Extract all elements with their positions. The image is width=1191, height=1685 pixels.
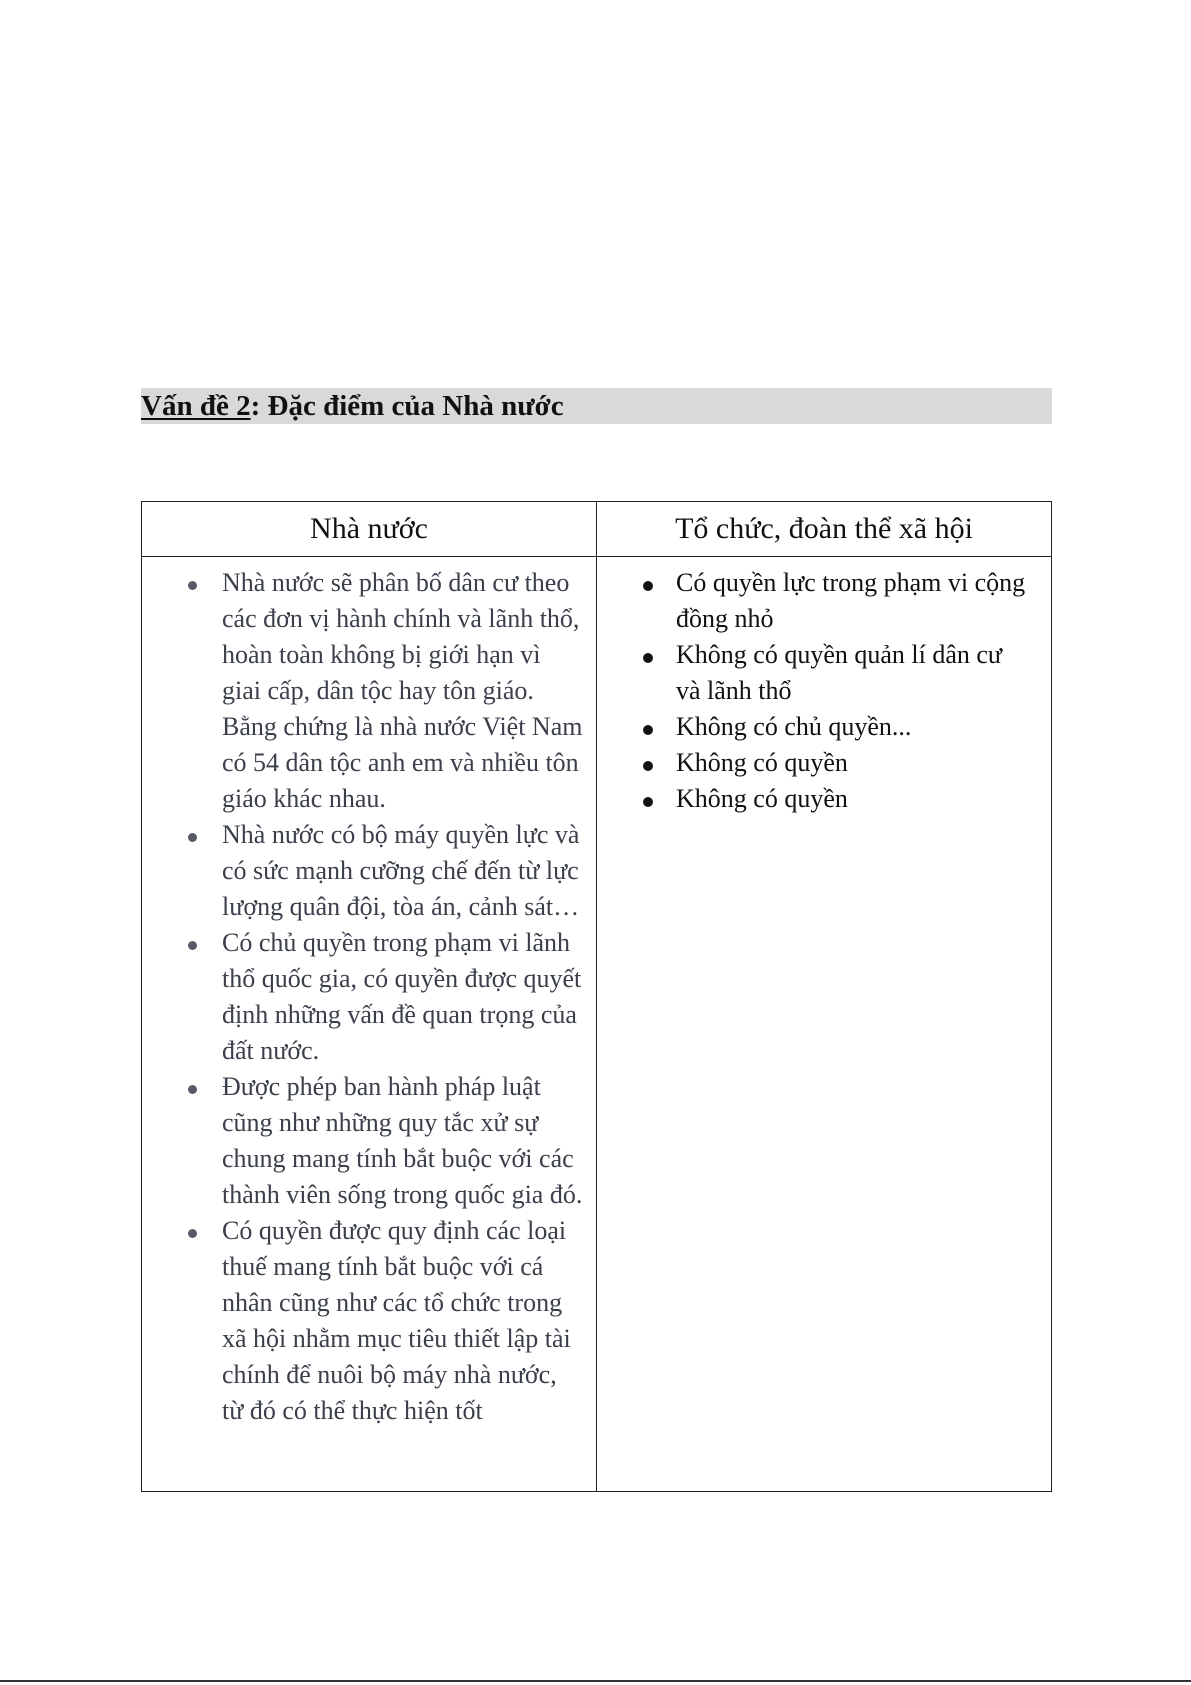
bullet-icon xyxy=(643,761,653,771)
heading-title: Đặc điểm của Nhà nước xyxy=(260,390,564,422)
bullet-icon xyxy=(643,581,653,591)
bullet-icon xyxy=(188,1085,197,1094)
bullet-icon xyxy=(188,833,197,842)
list-item-text: Không có quyền xyxy=(676,748,848,777)
list-item-text: Nhà nước có bộ máy quyền lực và có sức mạnh cưỡng chế đến từ lực lượng quân đội, tòa án, cảnh sát… xyxy=(222,820,580,921)
comparison-table xyxy=(141,501,1052,1492)
organization-features-list xyxy=(597,557,1051,817)
section-heading xyxy=(141,388,564,424)
list-item xyxy=(222,817,584,925)
table-row xyxy=(142,557,1052,1492)
page-bottom-rule xyxy=(0,1680,1191,1682)
bullet-icon xyxy=(188,941,197,950)
heading-label: Vấn đề 2 xyxy=(141,390,251,422)
list-item-text: Không có quyền quản lí dân cư và lãnh thổ xyxy=(676,640,1003,705)
bullet-icon xyxy=(643,653,653,663)
list-item xyxy=(222,1213,584,1429)
bullet-icon xyxy=(188,581,197,590)
heading-separator: : xyxy=(250,390,261,422)
list-item-text: Có quyền lực trong phạm vi cộng đồng nhỏ xyxy=(676,568,1026,633)
list-item-text: Có chủ quyền trong phạm vi lãnh thổ quốc gia, có quyền được quyết định những vấn đề quan trọng của đất nước. xyxy=(222,928,582,1065)
list-item xyxy=(222,565,584,817)
list-item xyxy=(676,781,1033,817)
list-item-text: Có quyền được quy định các loại thuế mang tính bắt buộc với cá nhân cũng như các tổ chức trong xã hội nhằm mục tiêu thiết lập tài chính để nuôi bộ máy nhà nước, từ đó có thể thực hiện tốt xyxy=(222,1216,571,1425)
header-state: Nhà nước xyxy=(142,502,597,557)
list-item xyxy=(676,565,1033,637)
bullet-icon xyxy=(643,725,653,735)
state-features-list xyxy=(142,557,596,1429)
list-item xyxy=(676,709,1033,745)
list-item xyxy=(222,925,584,1069)
list-item-text: Không có chủ quyền... xyxy=(676,712,912,741)
bullet-icon xyxy=(188,1229,197,1238)
table-header-row xyxy=(142,502,1052,557)
list-item xyxy=(676,637,1033,709)
list-item-text: Được phép ban hành pháp luật cũng như những quy tắc xử sự chung mang tính bắt buộc với các thành viên sống trong quốc gia đó. xyxy=(222,1072,583,1209)
bullet-icon xyxy=(643,797,653,807)
list-item xyxy=(222,1069,584,1213)
state-features-cell xyxy=(142,557,597,1492)
header-social-organization: Tổ chức, đoàn thể xã hội xyxy=(597,502,1052,557)
list-item xyxy=(676,745,1033,781)
list-item-text: Không có quyền xyxy=(676,784,848,813)
list-item-text: Nhà nước sẽ phân bố dân cư theo các đơn vị hành chính và lãnh thổ, hoàn toàn không bị giới hạn vì giai cấp, dân tộc hay tôn giáo. Bằng chứng là nhà nước Việt Nam có 54 dân tộc anh em và nhiều tôn giáo khác nhau. xyxy=(222,568,583,813)
organization-features-cell xyxy=(597,557,1052,1492)
